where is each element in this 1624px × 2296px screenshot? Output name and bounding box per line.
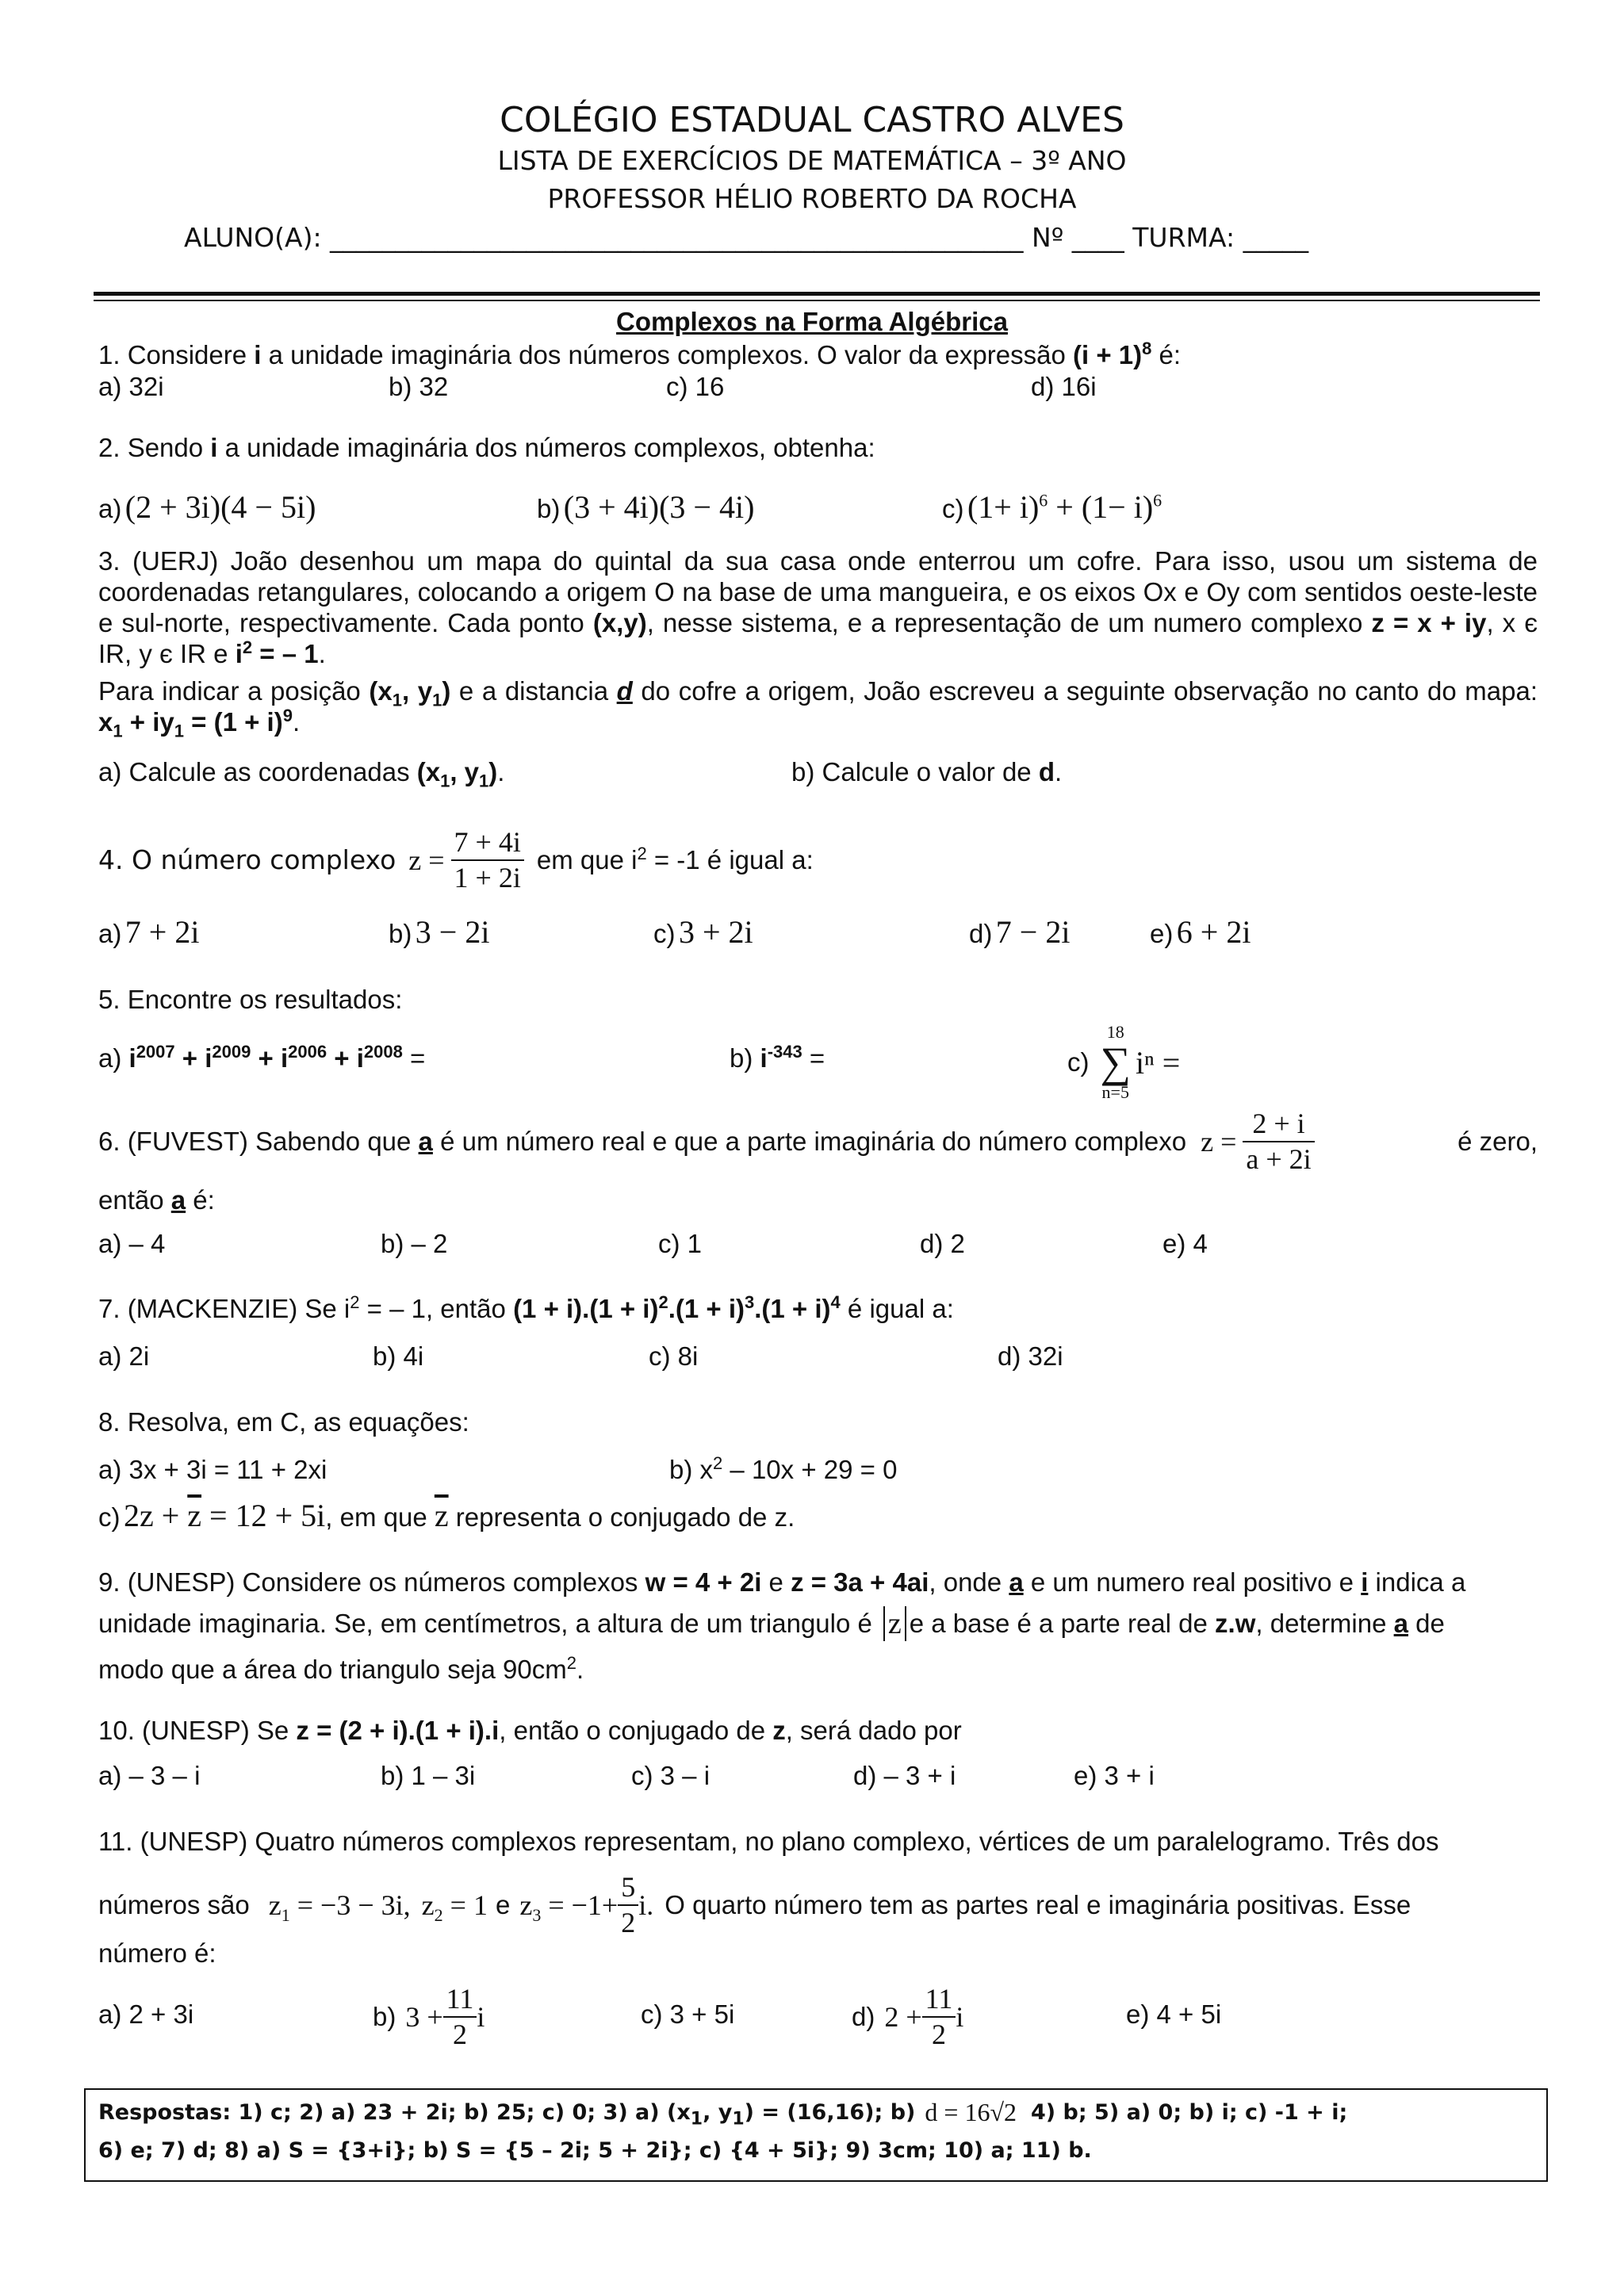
school-name: COLÉGIO ESTADUAL CASTRO ALVES bbox=[500, 100, 1124, 140]
q2-item-a: a) (2 + 3i)(4 − 5i) bbox=[98, 489, 316, 525]
q1-option-a: a) 32i bbox=[98, 372, 164, 401]
question-3-note: Para indicar a posição ($x_1$, $y_1$) e a distancia d do cofre a origem, João escreveu a seguinte observação no canto do mapa: $x_1 + iy_1 = (1 + i)^9$. bbox=[98, 676, 1538, 741]
list-title: LISTA DE EXERCÍCIOS DE MATEMÁTICA – 3º ANO bbox=[497, 145, 1127, 176]
q4-option-b: b) 3 − 2i bbox=[389, 914, 490, 950]
q8-item-c: c) $2z + \overline{z} = 12 + 5i$, em que $\overline{z}$ representa o conjugado de z. bbox=[98, 1498, 795, 1533]
question-10: 10. (UNESP) Se z = (2 + i).(1 + i).i, então o conjugado de z, será dado por bbox=[98, 1716, 962, 1745]
question-2: 2. Sendo i a unidade imaginária dos números complexos, obtenha: bbox=[98, 433, 875, 462]
q8-item-a: a) 3x + 3i = 11 + 2xi bbox=[98, 1455, 327, 1484]
q7-option-b: b) 4i bbox=[373, 1341, 424, 1371]
q4-option-a: a) 7 + 2i bbox=[98, 914, 200, 950]
q11-option-c: c) 3 + 5i bbox=[641, 1999, 735, 2029]
q6-option-b: b) – 2 bbox=[381, 1229, 448, 1258]
q11-option-d: d) 2 + $\frac{11}{2}$ i bbox=[852, 1983, 964, 2051]
student-line: ALUNO(A): _____________________________________________________ Nº ____ TURMA: _____ bbox=[184, 222, 1309, 253]
q10-option-c: c) 3 – i bbox=[631, 1761, 710, 1790]
sigma-icon: ∑ bbox=[1100, 1039, 1131, 1086]
question-4: 4. O número complexo z = $\frac{7 + 4i}{1 + 2i}$ em que $i^2 = -1$ é igual a: bbox=[98, 825, 814, 894]
question-11-line-1: 11. (UNESP) Quatro números complexos representam, no plano complexo, vértices de um paralelogramo. Três dos bbox=[98, 1827, 1439, 1856]
question-7: 7. (MACKENZIE) Se $i^2$ = – 1, então $(1 + i).(1 + i)^2.(1 + i)^3.(1 + i)^4$ é igual a: bbox=[98, 1292, 954, 1323]
question-3-text: 3. (UERJ) João desenhou um mapa do quintal da sua casa onde enterrou um cofre. Para isso, usou um sistema de coordenadas retangulares, colocando a origem O na base de uma mangueira, e os eixos Ox e Oy com sentidos oeste-leste e sul-norte, respectivamente. Cada ponto (x,y), nesse sistema, e a representação de um numero complexo z = x + iy, x є IR, y є IR e $i^2$ = – 1. bbox=[98, 546, 1538, 668]
question-11-line-2: números são $z_1 = -3 - 3i$, $z_2 = 1$ e $z_3 = -1+$ $\frac{5}{2}$ i. O quarto número tem as partes real e imaginária positivas. Esse bbox=[98, 1870, 1411, 1938]
question-9-line-3: modo que a área do triangulo seja $90cm^2$. bbox=[98, 1653, 584, 1684]
divider bbox=[94, 292, 1540, 296]
q6-option-e: e) 4 bbox=[1162, 1229, 1208, 1258]
q8-item-b: b) $x^2 - 10x + 29 = 0$ bbox=[669, 1453, 898, 1484]
q10-option-a: a) – 3 – i bbox=[98, 1761, 201, 1790]
q7-option-c: c) 8i bbox=[649, 1341, 699, 1371]
section-title: Complexos na Forma Algébrica bbox=[616, 307, 1008, 336]
q1-option-c: c) 16 bbox=[666, 372, 725, 401]
q6-option-a: a) – 4 bbox=[98, 1229, 166, 1258]
question-8: 8. Resolva, em C, as equações: bbox=[98, 1407, 469, 1437]
q11-option-e: e) 4 + 5i bbox=[1126, 1999, 1222, 2029]
q6-line-2: então a é: bbox=[98, 1185, 215, 1215]
q1-option-d: d) 16i bbox=[1031, 372, 1097, 401]
q2-item-b: b) (3 + 4i)(3 − 4i) bbox=[537, 489, 755, 525]
teacher-name: PROFESSOR HÉLIO ROBERTO DA ROCHA bbox=[547, 183, 1077, 214]
divider bbox=[94, 300, 1540, 301]
answers-line-1: Respostas: 1) c; 2) a) 23 + 2i; b) 25; c) 0; 3) a) ($x_1$, $y_1) = (16,16)$; b) d = 16√2 4) b; 5) a) 0; b) i; c) -1 + i; bbox=[98, 2098, 1348, 2130]
question-11-line-3: número é: bbox=[98, 1938, 216, 1968]
question-9-line-2: unidade imaginaria. Se, em centímetros, a altura de um triangulo é z e a base é a parte real de z.w, determine a de bbox=[98, 1607, 1445, 1640]
q11-option-a: a) 2 + 3i bbox=[98, 1999, 194, 2029]
answers-line-2: 6) e; 7) d; 8) a) S = {3+i}; b) S = {5 – 2i; 5 + 2i}; c) {4 + 5i}; 9) 3cm; 10) a; 11) b. bbox=[98, 2138, 1092, 2163]
q5-item-b: b) $i^{-343}$ = bbox=[730, 1042, 825, 1073]
question-6: 6. (FUVEST) Sabendo que a é um número real e que a parte imaginária do número complexo z = $\frac{2 + i}{a + 2i}$ é zero, bbox=[98, 1107, 1538, 1175]
q4-option-d: d) 7 − 2i bbox=[969, 914, 1071, 950]
q6-option-c: c) 1 bbox=[658, 1229, 703, 1258]
question-1: 1. Considere i a unidade imaginária dos números complexos. O valor da expressão $(i + 1)^8$ é: bbox=[98, 339, 1182, 369]
q7-option-a: a) 2i bbox=[98, 1341, 150, 1371]
q10-option-b: b) 1 – 3i bbox=[381, 1761, 476, 1790]
q5-item-a: a) $i^{2007} + i^{2009} + i^{2006} + i^{2008}$ = bbox=[98, 1042, 426, 1073]
q2-item-c: c) $(1+ i)^6 + (1- i)^6$ bbox=[942, 489, 1162, 525]
q11-option-b: b) 3 + $\frac{11}{2}$ i bbox=[373, 1983, 485, 2051]
q6-option-d: d) 2 bbox=[920, 1229, 965, 1258]
q4-option-e: e) 6 + 2i bbox=[1150, 914, 1251, 950]
question-9-line-1: 9. (UNESP) Considere os números complexos w = 4 + 2i e z = 3a + 4ai, onde a e um numero real positivo e i indica a bbox=[98, 1567, 1466, 1597]
q3-item-b: b) Calcule o valor de d. bbox=[791, 757, 1063, 786]
q10-option-d: d) – 3 + i bbox=[853, 1761, 956, 1790]
q1-option-b: b) 32 bbox=[389, 372, 449, 401]
q4-option-c: c) 3 + 2i bbox=[653, 914, 753, 950]
q7-option-d: d) 32i bbox=[998, 1341, 1063, 1371]
q3-item-a: a) Calcule as coordenadas ($x_1$, $y_1$). bbox=[98, 757, 505, 791]
question-5: 5. Encontre os resultados: bbox=[98, 985, 403, 1014]
q5-item-c: c) 18 ∑ n=5 iⁿ = bbox=[1067, 1022, 1181, 1102]
q10-option-e: e) 3 + i bbox=[1074, 1761, 1155, 1790]
